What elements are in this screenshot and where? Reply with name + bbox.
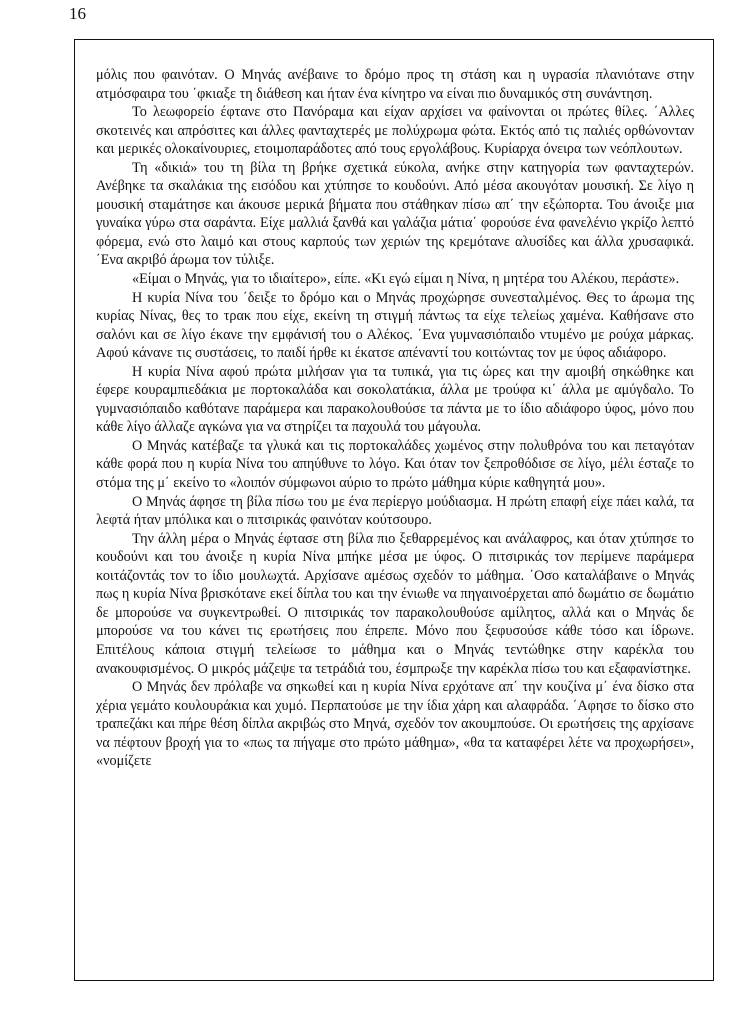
paragraph-10: Ο Μηνάς δεν πρόλαβε να σηκωθεί και η κυρία Νίνα ερχότανε απ΄ την κουζίνα μ΄ ένα δίσκο στα χέρια γεμάτο κουλουράκια και χυμό. Περπατούσε με την ίδια χάρη και αλαφράδα. ΄Αφησε το δίσκο στο τραπεζάκι και πήρε θέση δίπλα ακριβώς στο Μηνά, σχεδόν τον ακουμπούσε. Οι ερωτήσεις της αρχίσανε να πέφτουν βροχή για το «πως τα πήγαμε στο πρώτο μάθημα», «θα τα καταφέρει λέτε να προχωρήσει», «νομίζετε (96, 679, 694, 770)
paragraph-6: Η κυρία Νίνα αφού πρώτα μιλήσαν για τα τυπικά, για τις ώρες και την αμοιβή σηκώθηκε και έφερε κουραμπιεδάκια με πορτοκαλάδα και σοκολατάκια, άλλα με τρούφα κι΄ άλλα με αμύγδαλο. Το γυμνασιόπαιδο καθότανε παράμερα και παρακολουθούσε τα πάντα με το ίδιο αδιάφορο ύφος, μόνο που κάθε λίγο άλλαζε αγκώνα για να στηρίζει τα παχουλά του μάγουλα. (96, 363, 694, 436)
paragraph-4: «Είμαι ο Μηνάς, για το ιδιαίτερο», είπε. «Κι εγώ είμαι η Νίνα, η μητέρα του Αλέκου, περάστε». (132, 271, 680, 288)
paragraph-5: Η κυρία Νίνα του ΄δειξε το δρόμο και ο Μηνάς προχώρησε συνεσταλμένος. Θες το άρωμα της κυρίας Νίνας, θες το τρακ που είχε, εκείνη τη στιγμή πάντως τα είχε τελείως χαμένα. Καθήσανε στο σαλόνι και σε λίγο έκανε την εμφάνισή του ο Αλέκος. ΄Ενα γυμνασιόπαιδο ντυμένο με ρούχα μάρκας. Αφού κάνανε τις συστάσεις, το παιδί ήρθε κι έκατσε απέναντί του κοιτώντας τον με ύφος αδιάφορο. (96, 289, 694, 362)
paragraph-9: Την άλλη μέρα ο Μηνάς έφτασε στη βίλα πιο ξεθαρρεμένος και ανάλαφρος, και όταν χτύπησε το κουδούνι και του άνοιξε η κυρία Νίνα μπήκε μέσα με ύφος. Ο πιτσιρικάς τον περίμενε παράμερα κοιτάζοντάς τον το ίδιο μουλωχτά. Αρχίσανε αμέσως σχεδόν το μάθημα. ΄Οσο καταλάβαινε ο Μηνάς πως η κυρία Νίνα βρισκότανε εκεί δίπλα του και την ένιωθε να πηγαινοέρχεται από δωμάτιο σε δωμάτιο δε μπορούσε να συγκεντρωθεί. Ο πιτσιρικάς τον παρακολουθούσε αμίλητος, αλλά και ο Μηνάς δε μπορούσε να του κάνει τις ερωτήσεις που έπρεπε. Μόνο που ξεφυσούσε κάθε τόσο και ίδρωνε. Επιτέλους κάποια στιγμή τελείωσε το μάθημα και ο Μηνάς τεντώθηκε στην καρέκλα του ανακουφισμένος. Ο μικρός μάζεψε τα τετράδιά του, έσμπρωξε την καρέκλα πίσω του και εξαφανίστηκε. (96, 530, 694, 677)
paragraph-8: Ο Μηνάς άφησε τη βίλα πίσω του με ένα περίεργο μούδιασμα. Η πρώτη επαφή είχε πάει καλά, τα λεφτά ήταν μπόλικα και ο πιτσιρικάς φαινόταν κούτσουρο. (96, 493, 694, 529)
paragraph-1: μόλις που φαινόταν. Ο Μηνάς ανέβαινε το δρόμο προς τη στάση και η υγρασία πλανιότανε στην ατμόσφαιρα του ΄φκιαξε τη διάθεση και ήταν ένα κίνητρο να είναι πιο δυναμικός στη συνάντηση. (96, 67, 694, 102)
paragraph-3: Τη «δικιά» του τη βίλα τη βρήκε σχετικά εύκολα, ανήκε στην κατηγορία των φανταχτερών. Ανέβηκε τα σκαλάκια της εισόδου και χτύπησε το κουδούνι. Από μέσα ακουγόταν μουσική. Σε λίγο η μουσική σταμάτησε και άκουσε μερικά βήματα που στάθηκαν πίσω απ΄ την εξώπορτα. Του άνοιξε μια γυναίκα γύρω στα σαράντα. Είχε μαλλιά ξανθά και γαλάζια μάτια΄ φορούσε ένα φανελένιο γκρίζο λεπτό φόρεμα, ενώ στο λαιμό και στους καρπούς των χεριών της κρεμότανε αλυσίδες και άλλα χρυσαφικά. ΄Ενα ακριβό άρωμα τον τύλιξε. (96, 159, 694, 269)
paragraph-2: Το λεωφορείο έφτανε στο Πανόραμα και είχαν αρχίσει να φαίνονται οι πρώτες θίλες. ΄Αλλες σκοτεινές και απρόσιτες και άλλες φανταχτερές με πολύχρωμα φώτα. Εκτός από τις παλιές ορθώνονταν και μερικές ολοκαίνουριες, ετοιμοπαράδοτες από τους εργολάβους. Κυρίαρχα όνειρα των νεόπλουτων. (96, 104, 694, 158)
page-number: 16 (69, 4, 86, 23)
text-body (96, 66, 694, 771)
paragraph-7: Ο Μηνάς κατέβαζε τα γλυκά και τις πορτοκαλάδες χωμένος στην πολυθρόνα του και πεταγόταν κάθε φορά που η κυρία Νίνα του απηύθυνε το λόγο. Και όταν τον ξεπροθόδισε σε λίγο, μέλι έσταζε το στόμα της μ΄ εκείνο το «λοιπόν σύμφωνοι αύριο το πρώτο μάθημα κύριε καθηγητά μου». (96, 437, 694, 492)
